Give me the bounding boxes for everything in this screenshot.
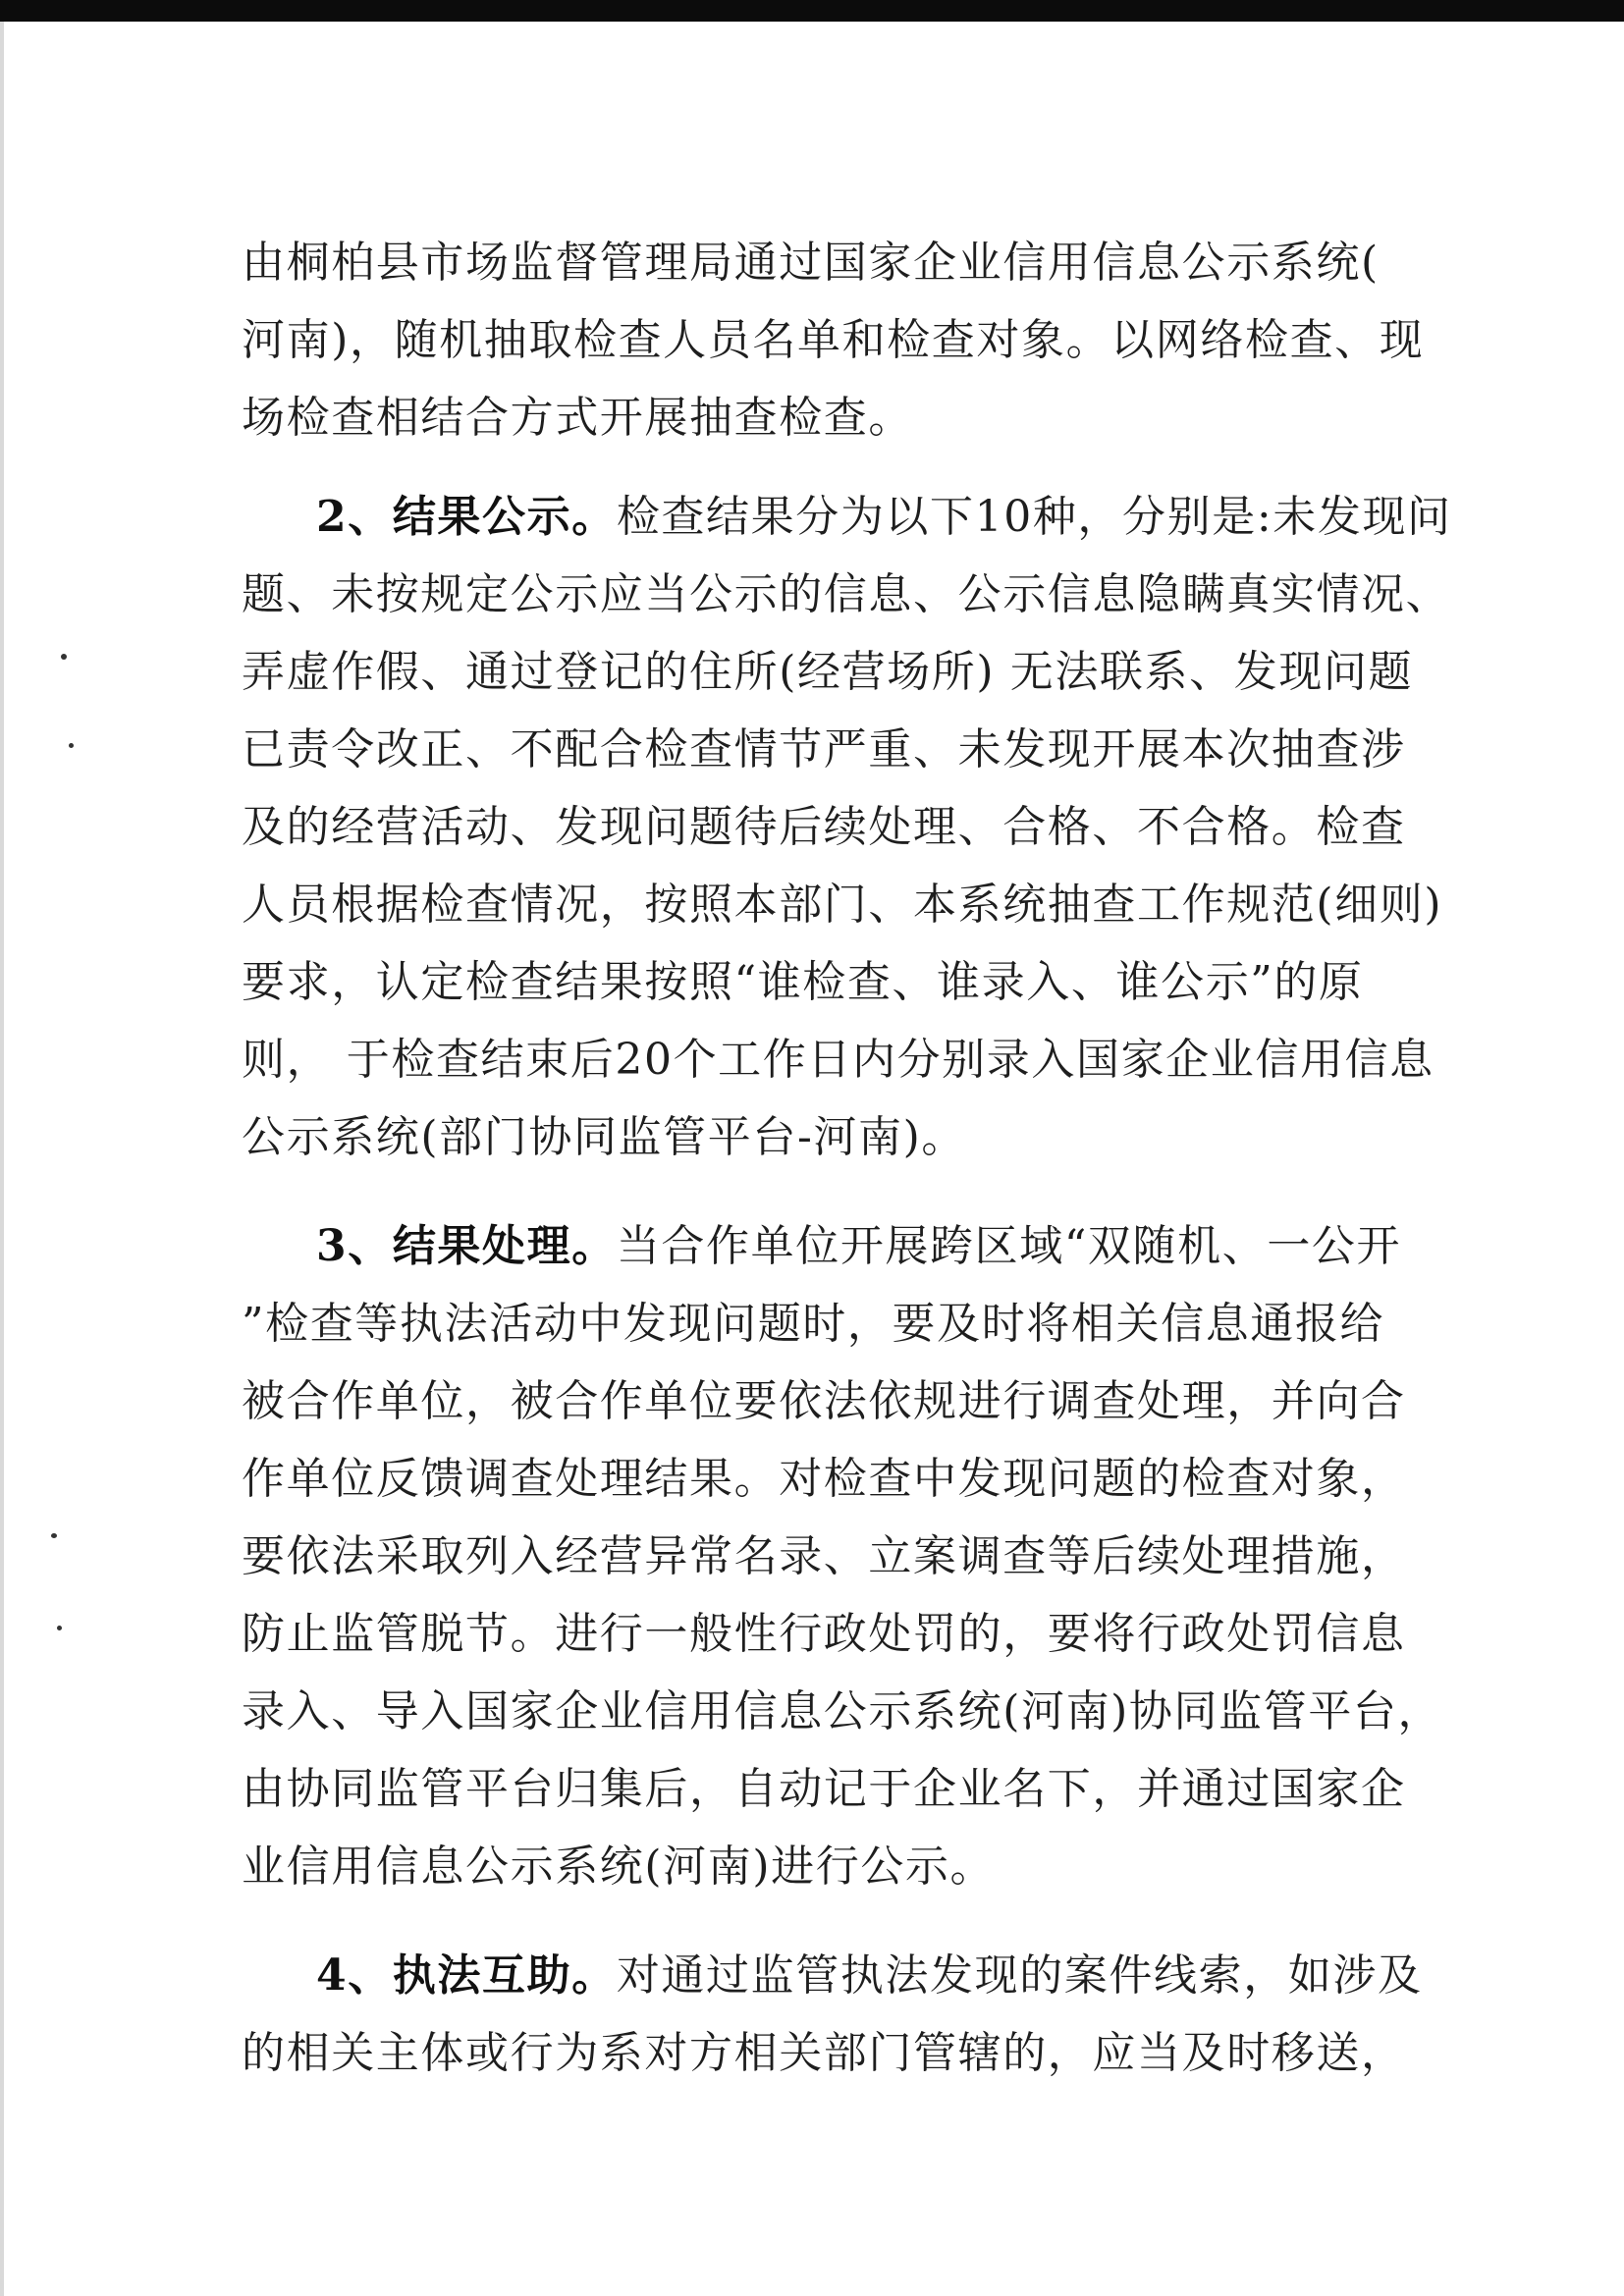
body-line: 题、未按规定公示应当公示的信息、公示信息隐瞒真实情况、 [242, 569, 1451, 619]
section-heading: 4、执法互助。 [316, 1950, 617, 2001]
body-line: 则， 于检查结束后20个工作日内分别录入国家企业信用信息 [242, 1035, 1435, 1085]
body-line: 录入、导入国家企业信用信息公示系统(河南)协同监管平台， [242, 1686, 1443, 1736]
body-line: 人员根据检查情况，按照本部门、本系统抽查工作规范(细则) [242, 880, 1443, 930]
body-line: 防止监管脱节。进行一般性行政处罚的，要将行政处罚信息 [242, 1609, 1406, 1659]
section-4-first-line [316, 1949, 1423, 2003]
body-line: 及的经营活动、发现问题待后续处理、合格、不合格。检查 [242, 802, 1406, 852]
body-line: 作单位反馈调查处理结果。对检查中发现问题的检查对象， [242, 1454, 1406, 1504]
body-line: 公示系统(部门协同监管平台-河南)。 [242, 1112, 966, 1162]
scan-speck [57, 1626, 62, 1630]
section-2-first-line [316, 490, 1452, 545]
body-line: 已责令改正、不配合检查情节严重、未发现开展本次抽查涉 [242, 724, 1406, 774]
body-line: 要求，认定检查结果按照“谁检查、谁录入、谁公示”的原 [242, 957, 1364, 1007]
section-heading: 2、结果公示。 [316, 492, 617, 542]
section-heading: 3、结果处理。 [316, 1221, 617, 1271]
body-line: 由协同监管平台归集后，自动记于企业名下，并通过国家企 [242, 1764, 1406, 1814]
body-text: 对通过监管执法发现的案件线索，如涉及 [616, 1950, 1423, 2001]
body-line: 由桐柏县市场监督管理局通过国家企业信用信息公示系统( [242, 238, 1380, 288]
body-line: 被合作单位，被合作单位要依法依规进行调查处理，并向合 [242, 1376, 1406, 1426]
scan-speck [61, 654, 67, 660]
body-line: 业信用信息公示系统(河南)进行公示。 [242, 1842, 996, 1892]
body-line: 要依法采取列入经营异常名录、立案调查等后续处理措施， [242, 1531, 1406, 1581]
body-line: 的相关主体或行为系对方相关部门管辖的，应当及时移送， [242, 2028, 1406, 2078]
scan-speck [51, 1533, 57, 1538]
scan-top-border [0, 0, 1624, 22]
body-text: 检查结果分为以下10种，分别是:未发现问 [616, 492, 1452, 542]
scan-speck [69, 743, 74, 748]
body-text: 当合作单位开展跨区域“双随机、一公开 [616, 1221, 1402, 1271]
body-line: ”检查等执法活动中发现问题时，要及时将相关信息通报给 [242, 1299, 1385, 1349]
body-line: 弄虚作假、通过登记的住所(经营场所) 无法联系、发现问题 [242, 647, 1414, 697]
scan-left-edge [0, 22, 4, 2296]
section-3-first-line [316, 1219, 1400, 1274]
body-line: 场检查相结合方式开展抽查检查。 [242, 393, 913, 443]
body-line: 河南)，随机抽取检查人员名单和检查对象。以网络检查、现 [242, 315, 1425, 365]
